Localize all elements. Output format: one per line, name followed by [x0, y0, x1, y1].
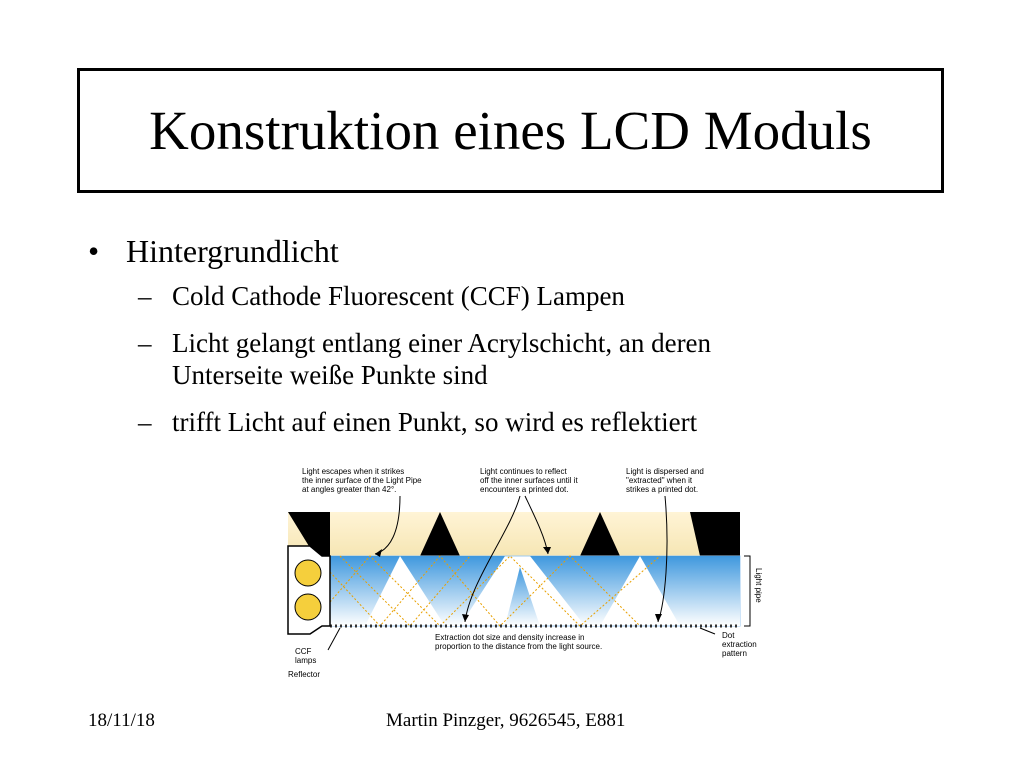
sub-bullet-item	[88, 327, 948, 392]
sub-bullet-text: trifft Licht auf einen Punkt, so wird es reflektiert	[172, 406, 698, 437]
bullet-item	[88, 232, 948, 270]
slide-title: Konstruktion eines LCD Moduls	[149, 100, 872, 161]
light-pipe-label: Light pipe	[754, 568, 763, 603]
sub-bullet-text: Cold Cathode Fluorescent (CCF) Lampen	[172, 281, 625, 312]
callout-text: encounters a printed dot.	[480, 485, 569, 494]
dot-pattern-label: Dot	[722, 631, 735, 640]
callout-text: strikes a printed dot.	[626, 485, 699, 494]
title-box	[77, 68, 944, 193]
callout-text: Light is dispersed and	[626, 467, 704, 476]
glow-area	[288, 512, 740, 556]
backlight-diagram	[270, 462, 780, 690]
callout-text: "extracted" when it	[626, 476, 693, 485]
sub-bullet-item	[88, 406, 948, 438]
ccf-lamp	[295, 594, 321, 620]
dash-marker: –	[138, 281, 152, 312]
sub-bullet-text: Licht gelangt entlang einer Acrylschicht, an deren	[172, 327, 712, 358]
dash-marker: –	[138, 406, 152, 437]
reflector	[288, 546, 330, 634]
ccf-label: CCF	[295, 647, 312, 656]
ccf-lamp	[295, 560, 321, 586]
bullet-list	[88, 232, 948, 438]
sub-bullet-text: Unterseite weiße Punkte sind	[172, 360, 488, 391]
bullet-marker: •	[88, 233, 100, 269]
extraction-label: Extraction dot size and density increase in	[435, 633, 585, 642]
footer-date: 18/11/18	[88, 710, 155, 731]
callout-text: at angles greater than 42°.	[302, 485, 397, 494]
callout-text: Light escapes when it strikes	[302, 467, 405, 476]
bullet-text: Hintergrundlicht	[126, 233, 339, 269]
ccf-label: lamps	[295, 656, 317, 665]
extraction-label: proportion to the distance from the light source.	[435, 642, 603, 651]
dot-pattern-label: pattern	[722, 649, 747, 658]
backlight-diagram-svg	[270, 462, 780, 690]
footer-author: Martin Pinzger, 9626545, E881	[386, 710, 626, 731]
dot-pattern-label: extraction	[722, 640, 757, 649]
callout-text: Light continues to reflect	[480, 467, 567, 476]
callout-text: the inner surface of the Light Pipe	[302, 476, 422, 485]
dash-marker: –	[138, 327, 152, 358]
callout-text: off the inner surfaces until it	[480, 476, 578, 485]
sub-bullet-item	[88, 280, 948, 312]
light-pipe-bracket	[744, 556, 750, 626]
reflector-label: Reflector	[288, 670, 321, 679]
